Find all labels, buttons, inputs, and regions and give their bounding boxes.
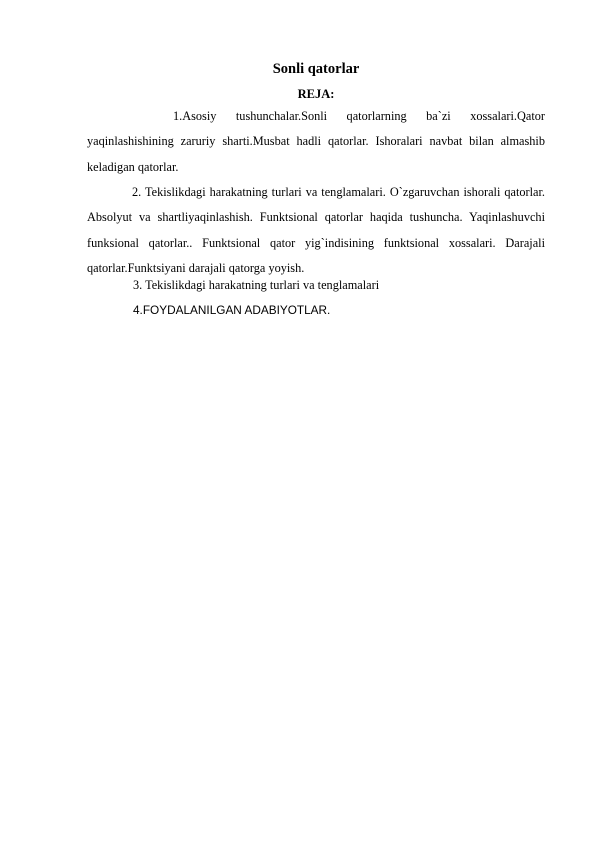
plan-item-1: 1.Asosiy tushunchalar.Sonli qatorlarning ba`zi xossalari.Qator yaqinlashishining zaruriy sharti.Musbat hadli qatorlar. Ishoralari navbat bilan almashib keladigan qatorlar. (87, 109, 545, 174)
plan-item-2: 2. Tekislikdagi harakatning turlari va tenglamalari. O`zgaruvchan ishorali qatorlar. Absolyut va shartliyaqinlashish. Funktsional qatorlar haqida tushuncha. Yaqinlashuvchi funksional qatorlar.. Funktsional qator yig`indisining funktsional xossalari. Darajali qatorlar.Funktsiyani darajali qatorga yoyish. (87, 185, 545, 275)
plan-item-4: 4.FOYDALANILGAN ADABIYOTLAR. (133, 303, 331, 317)
plan-item-3: 3. Tekislikdagi harakatning turlari va tenglamalari (133, 278, 380, 292)
document-title: Sonli qatorlar (272, 61, 360, 77)
plan-heading: REJA: (297, 87, 335, 101)
